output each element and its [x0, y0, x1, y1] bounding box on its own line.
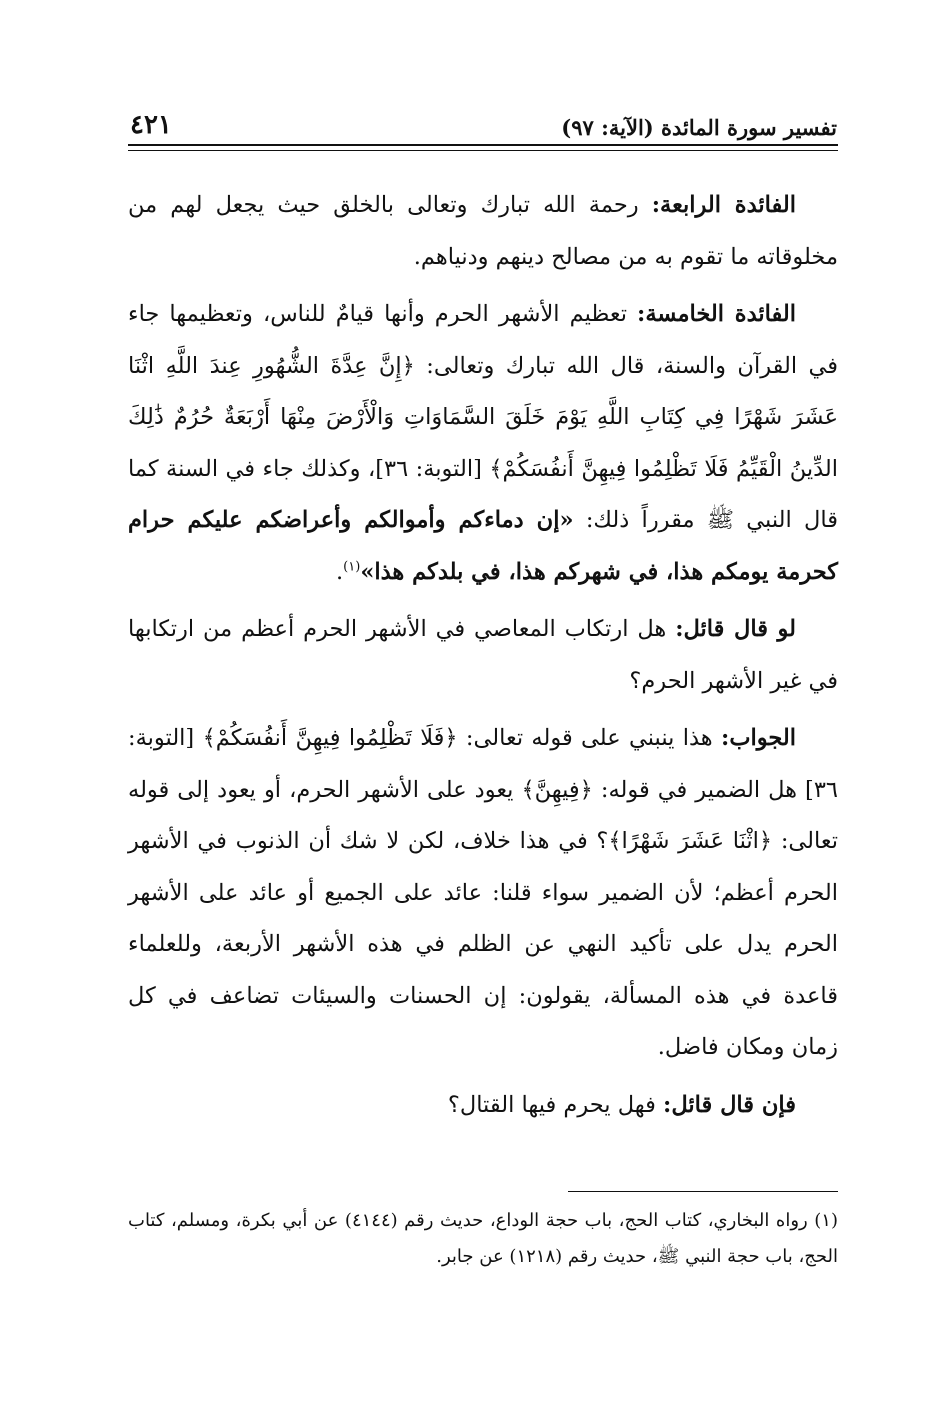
footnote: (١) رواه البخاري، كتاب الحج، باب حجة الوداع، حديث رقم (٤١٤٤) عن أبي بكرة، ومسلم، كتاب الحج، باب حجة النبي ﷺ، حديث رقم (١٢١٨) عن جابر.: [128, 1210, 838, 1267]
footnote-marker[interactable]: (١): [343, 559, 361, 574]
paragraph-lead: لو قال قائل:: [675, 616, 797, 642]
verse-citation: [التوبة: ٣٦]، وكذلك جاء في السنة كما قال النبي ﷺ مقرراً ذلك:: [128, 455, 839, 533]
paragraph-text: [التوبة: ٣٦] هل الضمير في قوله:: [128, 725, 838, 803]
quran-verse: ﴿إِنَّ عِدَّةَ الشُّهُورِ عِندَ اللَّهِ اثْنَا عَشَرَ شَهْرًا فِي كِتَابِ اللَّهِ يَوْمَ خَلَقَ السَّمَاوَاتِ وَالْأَرْضَ مِنْهَا أَرْبَعَةٌ حُرُمٌ ذَٰلِكَ الدِّينُ الْقَيِّمُ فَلَا تَظْلِمُوا فِيهِنَّ أَنفُسَكُمْ﴾: [128, 352, 839, 482]
paragraph-question: [128, 604, 838, 707]
page-number: ٤٢١: [130, 110, 172, 140]
page-header: [130, 100, 837, 140]
running-title: تفسير سورة المائدة (الآية: ٩٧): [561, 115, 837, 140]
header-rule-thin: [128, 150, 838, 151]
paragraph-answer: [128, 713, 838, 1074]
quran-verse: ﴿فَلَا تَظْلِمُوا فِيهِنَّ أَنفُسَكُمْ﴾: [202, 725, 458, 751]
hadith-quote: «إن دماءكم وأموالكم وأعراضكم عليكم حرام كحرمة يومكم هذا، في شهركم هذا، في بلدكم هذا»: [128, 507, 838, 585]
paragraph-lead: الفائدة الخامسة:: [637, 301, 796, 327]
paragraph-text: يعود على الأشهر الحرم، أو يعود إلى قوله تعالى:: [128, 776, 838, 854]
quran-verse: ﴿اثْنَا عَشَرَ شَهْرًا﴾: [608, 828, 773, 854]
paragraph-text: رحمة الله تبارك وتعالى بالخلق حيث يجعل لهم من مخلوقاته ما تقوم به من مصالح دينهم ودنياهم.: [128, 192, 838, 270]
paragraph-lead: الفائدة الرابعة:: [651, 192, 796, 218]
header-rule-thick: [128, 144, 838, 146]
paragraph-fifth-benefit: [128, 289, 838, 598]
quran-verse: ﴿فِيهِنَّ﴾: [521, 776, 593, 803]
main-text: [128, 180, 838, 1137]
paragraph-text: ؟ في هذا خلاف، لكن لا شك أن الذنوب في الأشهر الحرم أعظم؛ لأن الضمير سواء قلنا: عائد على الجميع أو عائد على الأشهر الحرم يدل على تأكيد النهي عن الظلم في هذه الأشهر الأربعة، وللعلماء قاعدة في هذه المسألة، يقولون: إن الحسنات والسيئات تضاعف في كل زمان ومكان فاضل.: [128, 828, 838, 1060]
paragraph-text: هذا ينبني على قوله تعالى:: [465, 725, 713, 751]
paragraph-text: تعظيم الأشهر الحرم وأنها قيامٌ للناس، وتعظيمها جاء في القرآن والسنة، قال الله تبارك وتعالى:: [128, 301, 839, 379]
paragraph-fourth-benefit: [128, 180, 838, 283]
paragraph-end: .: [336, 558, 344, 585]
footnote-separator: [568, 1191, 838, 1192]
paragraph-second-question: [128, 1080, 838, 1132]
paragraph-lead: الجواب:: [721, 725, 797, 751]
paragraph-text: فهل يحرم فيها القتال؟: [447, 1091, 656, 1118]
paragraph-lead: فإن قال قائل:: [663, 1091, 796, 1118]
paragraph-text: هل ارتكاب المعاصي في الأشهر الحرم أعظم من ارتكابها في غير الأشهر الحرم؟: [128, 616, 838, 694]
